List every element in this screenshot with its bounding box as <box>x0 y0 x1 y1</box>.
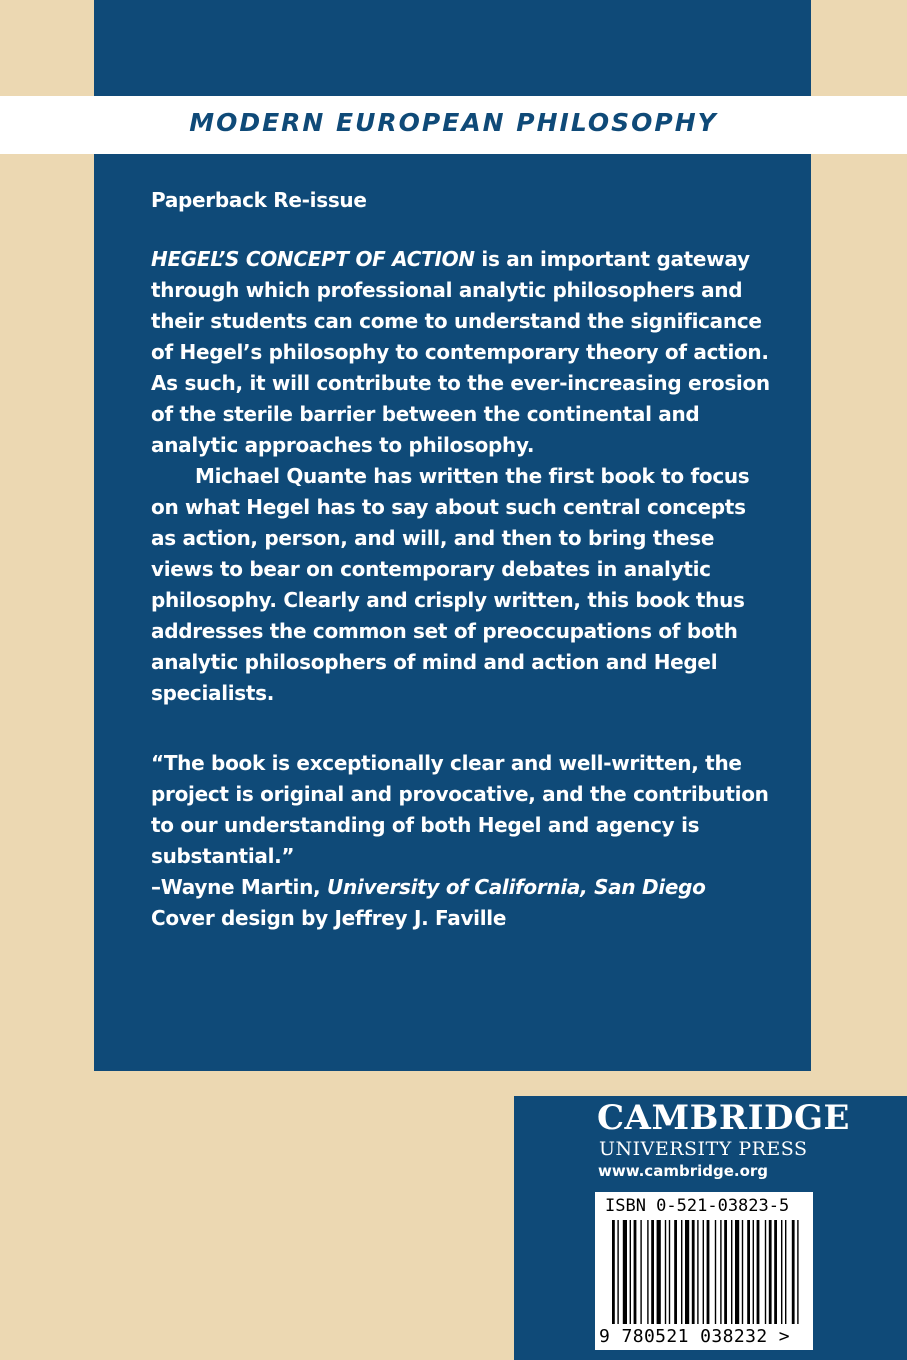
review-attribution <box>151 872 771 903</box>
publisher-name: CAMBRIDGE <box>597 1098 850 1138</box>
publisher-press: UNIVERSITY PRESS <box>599 1138 808 1160</box>
review <box>151 748 771 903</box>
edition-text: Paperback Re-issue <box>151 188 367 212</box>
edition-label <box>151 185 771 216</box>
book-title: HEGEL’S CONCEPT OF ACTION <box>151 247 475 271</box>
ean-number: 9 780521 038232 > <box>599 1326 791 1347</box>
blurb-paragraph-1-text: is an important gateway through which professional analytic philosophers and their students can come to understand the significance of Hegel’s philosophy to contemporary theory of action. As such, it will contribute to the ever-increasing erosion of the sterile barrier between the continental and analytic approaches to philosophy. <box>151 247 770 457</box>
publisher-url: www.cambridge.org <box>598 1162 769 1180</box>
cover-credit-text: Cover design by Jeffrey J. Faville <box>151 906 507 930</box>
series-title: MODERN EUROPEAN PHILOSOPHY <box>189 108 718 137</box>
blurb <box>151 244 771 709</box>
reviewer-affiliation: University of California, San Diego <box>327 875 706 899</box>
blurb-paragraph-2: Michael Quante has written the first book to focus on what Hegel has to say about such central concepts as action, person, and will, and then to bring these views to bear on contemporary debates in analytic philosophy. Clearly and crisply written, this book thus addresses the common set of preoccupations of both analytic philosophers of mind and action and Hegel specialists. <box>151 464 750 705</box>
reviewer-name: –Wayne Martin, <box>151 875 328 899</box>
blurb-paragraph-1 <box>151 244 771 461</box>
isbn-text: ISBN 0-521-03823-5 <box>605 1196 790 1216</box>
barcode-icon <box>612 1220 808 1324</box>
review-quote: “The book is exceptionally clear and well-written, the project is original and provocative, and the contribution to our understanding of both Hegel and agency is substantial.” <box>151 751 769 868</box>
cover-credit <box>151 903 771 934</box>
